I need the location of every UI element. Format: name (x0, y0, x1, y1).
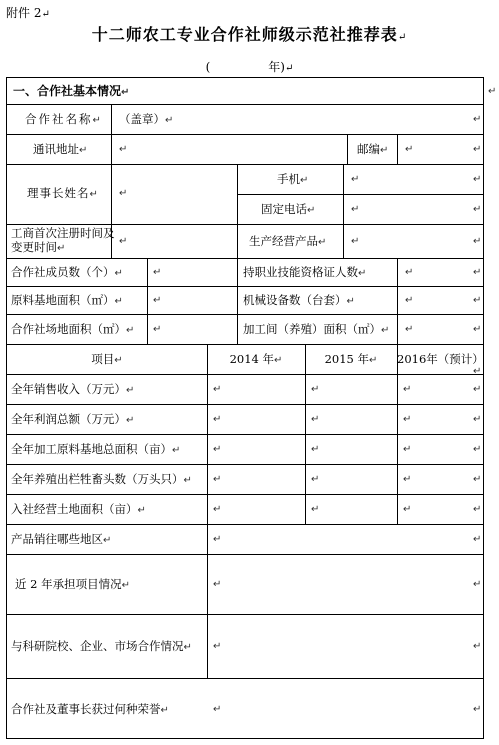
rule (7, 404, 483, 405)
return-mark-icon: ↵ (473, 704, 482, 715)
return-mark-icon: ↵ (126, 415, 135, 426)
return-mark-icon: ↵ (318, 237, 327, 248)
header-year-2015-text: 2015 年 (324, 352, 370, 366)
land-2015-field[interactable]: ↵ (311, 504, 320, 515)
return-mark-icon: ↵ (473, 144, 482, 155)
attachment-label (6, 4, 50, 21)
return-mark-icon: ↵ (274, 355, 283, 366)
landline-field[interactable]: ↵ (351, 204, 360, 215)
sales-2014-field[interactable]: ↵ (213, 384, 222, 395)
land-2016-field[interactable]: ↵ (403, 504, 412, 515)
rule (147, 258, 148, 344)
table-row-label (11, 412, 134, 428)
return-mark-icon: ↵ (103, 535, 112, 546)
return-mark-icon: ↵ (307, 205, 316, 216)
address-text: 通讯地址 (33, 142, 79, 156)
stamp-text: （盖章） (119, 112, 165, 126)
rule (7, 224, 483, 225)
registration-text: 工商首次注册时间及变更时间 (11, 226, 115, 254)
workshop-area-label (243, 322, 389, 338)
rule (7, 104, 483, 105)
return-mark-icon: ↵ (473, 174, 482, 185)
return-mark-icon: ↵ (89, 189, 99, 200)
return-mark-icon: ↵ (183, 475, 192, 486)
rule (397, 344, 398, 524)
return-mark-icon: ↵ (473, 444, 482, 455)
row-sales-text: 全年销售收入（万元） (11, 382, 126, 396)
rule (7, 434, 483, 435)
return-mark-icon: ↵ (473, 236, 482, 247)
machinery-text: 机械设备数（台套） (243, 293, 347, 307)
certified-field[interactable]: ↵ (405, 267, 414, 278)
return-mark-icon: ↵ (473, 414, 482, 425)
header-year-2015 (305, 352, 397, 368)
certified-label (243, 265, 366, 281)
header-item-text: 项目 (91, 352, 115, 366)
workshop-area-text: 加工间（养殖）面积（㎡） (243, 322, 381, 336)
projects-field[interactable]: ↵ (213, 579, 222, 590)
raw-area-text: 原料基地面积（㎡） (11, 293, 115, 307)
return-mark-icon: ↵ (79, 145, 88, 156)
honors-label (11, 702, 169, 718)
postcode-label (357, 142, 388, 158)
return-mark-icon: ↵ (114, 268, 123, 279)
coop-name-label (25, 112, 103, 128)
livestock-2014-field[interactable]: ↵ (213, 474, 222, 485)
sales-region-field[interactable]: ↵ (213, 534, 222, 545)
row-livestock-text: 全年养殖出栏牲畜头数（万头只） (11, 472, 184, 486)
rule (237, 194, 483, 195)
sales-2016-field[interactable]: ↵ (403, 384, 412, 395)
return-mark-icon: ↵ (381, 325, 390, 336)
return-mark-icon: ↵ (160, 705, 169, 716)
return-mark-icon: ↵ (41, 9, 50, 20)
return-mark-icon: ↵ (473, 267, 482, 278)
return-mark-icon: ↵ (165, 115, 174, 126)
form-table (6, 77, 484, 739)
members-text: 合作社成员数（个） (11, 265, 115, 279)
return-mark-icon: ↵ (114, 296, 123, 307)
return-mark-icon: ↵ (57, 243, 66, 254)
site-area-label (11, 322, 134, 338)
postcode-text: 邮编 (357, 142, 380, 156)
rule (397, 258, 398, 344)
rule (111, 134, 112, 164)
rule (207, 344, 208, 678)
livestock-2016-field[interactable]: ↵ (403, 474, 412, 485)
profit-2014-field[interactable]: ↵ (213, 414, 222, 425)
machinery-label (243, 293, 355, 309)
return-mark-icon: ↵ (473, 114, 482, 125)
return-mark-icon: ↵ (121, 87, 130, 98)
rule (7, 614, 483, 615)
coop-name-text: 合作社名称 (25, 112, 93, 126)
certified-text: 持职业技能资格证人数 (243, 265, 358, 279)
honors-field[interactable]: ↵ (213, 704, 222, 715)
year-suffix: 年) (268, 60, 285, 74)
mobile-field[interactable]: ↵ (351, 174, 360, 185)
projects-text: 近 2 年承担项目情况 (15, 577, 122, 591)
rule (7, 286, 483, 287)
return-mark-icon: ↵ (92, 115, 103, 126)
rule (7, 494, 483, 495)
rule (7, 164, 483, 165)
registration-field[interactable]: ↵ (119, 236, 128, 247)
header-year-2014-text: 2014 年 (229, 352, 275, 366)
return-mark-icon: ↵ (369, 355, 378, 366)
return-mark-icon: ↵ (137, 505, 146, 516)
return-mark-icon: ↵ (473, 534, 482, 545)
livestock-2015-field[interactable]: ↵ (311, 474, 320, 485)
return-mark-icon: ↵ (284, 63, 294, 74)
rule (305, 344, 306, 524)
members-field[interactable]: ↵ (153, 267, 162, 278)
products-field[interactable]: ↵ (351, 236, 360, 247)
rule (7, 464, 483, 465)
rule (7, 134, 483, 135)
rule (237, 258, 238, 344)
table-row-label (11, 442, 180, 458)
chairman-label (27, 186, 99, 202)
profit-2015-field[interactable]: ↵ (311, 414, 320, 425)
rule (7, 524, 483, 525)
rule (343, 164, 344, 258)
table-row-label (11, 382, 134, 398)
mobile-label (277, 172, 308, 188)
return-mark-icon: ↵ (473, 204, 482, 215)
return-mark-icon: ↵ (473, 295, 482, 306)
return-mark-icon: ↵ (488, 86, 497, 97)
return-mark-icon: ↵ (473, 324, 482, 335)
profit-2016-field[interactable]: ↵ (403, 414, 412, 425)
return-mark-icon: ↵ (183, 642, 192, 653)
address-field[interactable]: ↵ (119, 144, 128, 155)
cooperation-text: 与科研院校、企业、市场合作情况 (11, 639, 184, 653)
base-area-2015-field[interactable]: ↵ (311, 444, 320, 455)
section-heading-text: 一、合作社基本情况 (13, 84, 122, 98)
rule (397, 134, 398, 164)
return-mark-icon: ↵ (473, 579, 482, 590)
year-line (0, 58, 499, 75)
coop-name-field[interactable] (119, 112, 173, 128)
land-2014-field[interactable]: ↵ (213, 504, 222, 515)
year-open: ( (205, 60, 211, 74)
rule (7, 258, 483, 259)
header-item (7, 352, 207, 368)
return-mark-icon: ↵ (473, 504, 482, 515)
projects-label (15, 577, 130, 593)
return-mark-icon: ↵ (172, 445, 181, 456)
return-mark-icon: ↵ (473, 641, 482, 652)
row-base-area-text: 全年加工原料基地总面积（亩） (11, 442, 172, 456)
sales-region-label (11, 532, 111, 548)
machinery-field[interactable]: ↵ (405, 295, 414, 306)
raw-area-field[interactable]: ↵ (153, 295, 162, 306)
products-label (249, 234, 326, 250)
members-label (11, 265, 123, 281)
row-land-text: 入社经营土地面积（亩） (11, 502, 138, 516)
table-row-label (11, 502, 146, 518)
rule (111, 104, 112, 134)
title-text: 十二师农工专业合作社师级示范社推荐表 (91, 25, 398, 44)
postcode-field[interactable]: ↵ (405, 144, 414, 155)
return-mark-icon: ↵ (114, 355, 123, 366)
mobile-text: 手机 (277, 172, 300, 186)
table-row-label (11, 472, 192, 488)
workshop-area-field[interactable]: ↵ (405, 324, 414, 335)
return-mark-icon: ↵ (397, 32, 408, 43)
header-year-2016 (397, 352, 483, 366)
return-mark-icon: ↵ (473, 474, 482, 485)
return-mark-icon: ↵ (126, 385, 135, 396)
registration-label (11, 226, 116, 256)
products-text: 生产经营产品 (249, 234, 318, 248)
return-mark-icon: ↵ (473, 384, 482, 395)
landline-text: 固定电话 (261, 202, 307, 216)
rule (7, 344, 483, 345)
honors-text: 合作社及董事长获过何种荣誉 (11, 702, 161, 716)
sales-region-text: 产品销往哪些地区 (11, 532, 103, 546)
address-label (33, 142, 87, 158)
chairman-text: 理事长姓名 (27, 186, 90, 200)
header-year-2014 (207, 352, 305, 368)
return-mark-icon: ↵ (346, 296, 355, 307)
return-mark-icon: ↵ (121, 580, 131, 591)
header-year-2016-text: 2016年（预计） (397, 352, 484, 366)
chairman-field[interactable]: ↵ (119, 188, 128, 199)
return-mark-icon: ↵ (300, 175, 309, 186)
return-mark-icon: ↵ (126, 325, 135, 336)
rule (7, 314, 483, 315)
page-title (0, 22, 499, 45)
site-area-text: 合作社场地面积（㎡） (11, 322, 126, 336)
rule (7, 374, 483, 375)
rule (347, 134, 348, 164)
rule (7, 554, 483, 555)
section-heading (13, 84, 129, 100)
landline-label (261, 202, 315, 218)
rule (237, 164, 238, 258)
rule (7, 678, 483, 679)
site-area-field[interactable]: ↵ (153, 324, 162, 335)
cooperation-field[interactable]: ↵ (213, 641, 222, 652)
raw-area-label (11, 293, 123, 309)
return-mark-icon: ↵ (358, 268, 367, 279)
sales-2015-field[interactable]: ↵ (311, 384, 320, 395)
row-profit-text: 全年利润总额（万元） (11, 412, 126, 426)
base-area-2014-field[interactable]: ↵ (213, 444, 222, 455)
attachment-text: 附件 2 (6, 6, 42, 20)
base-area-2016-field[interactable]: ↵ (403, 444, 412, 455)
return-mark-icon: ↵ (380, 145, 389, 156)
cooperation-label (11, 639, 192, 655)
return-mark-icon: ↵ (473, 366, 482, 377)
